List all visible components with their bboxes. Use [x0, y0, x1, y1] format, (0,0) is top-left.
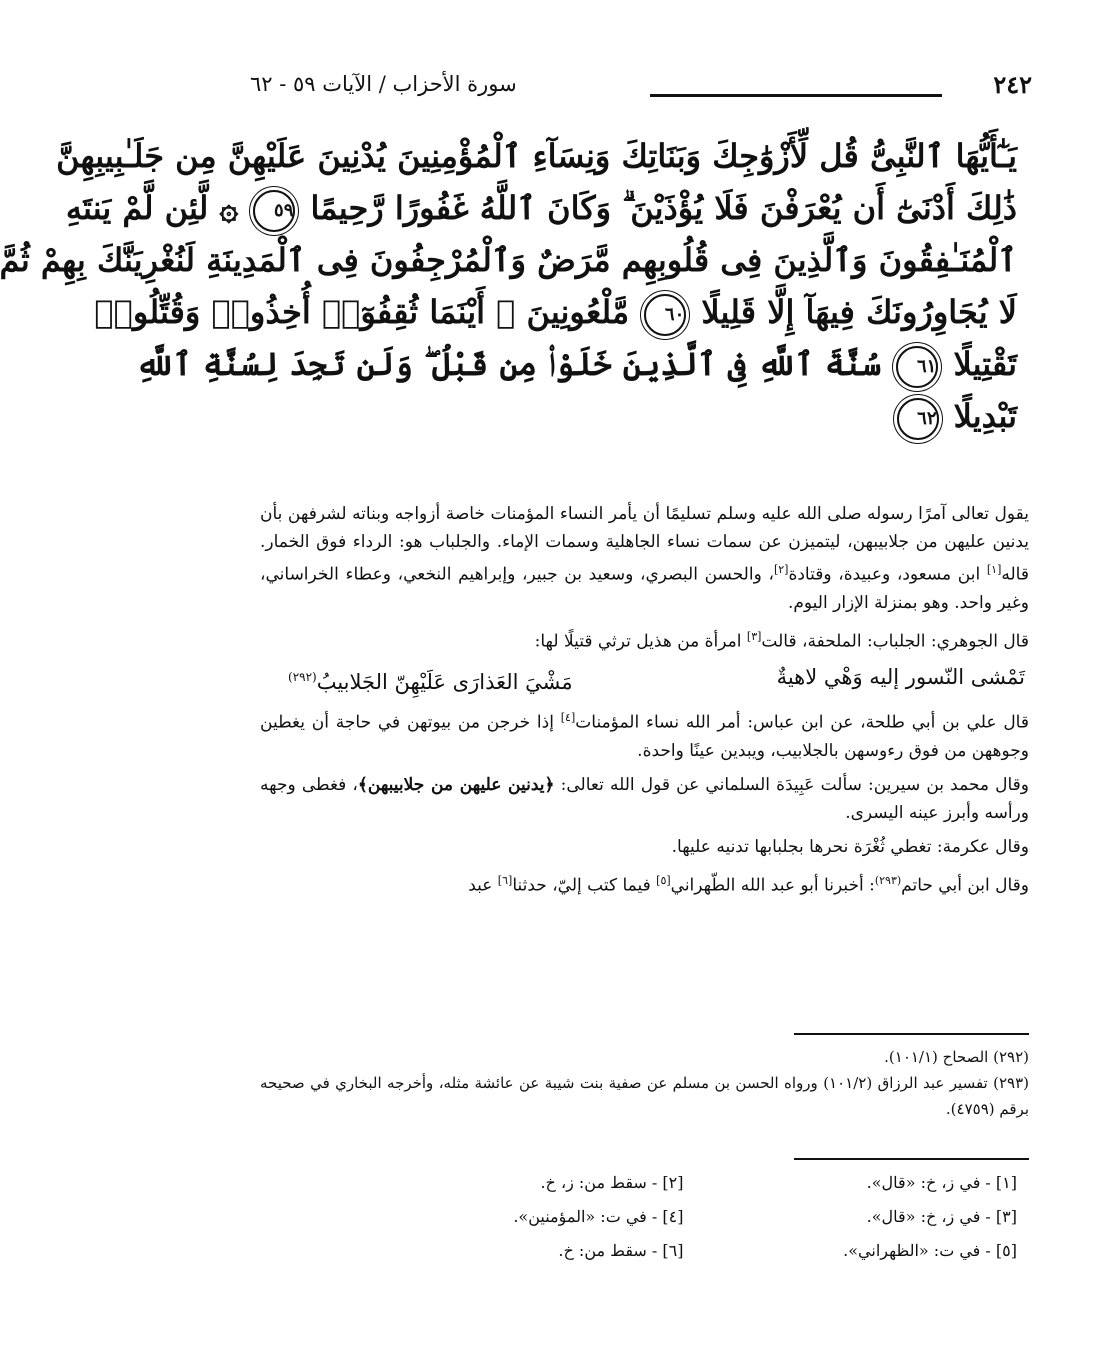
rub-el-hizb-icon: ۞	[219, 189, 239, 227]
variant-ref: [١]	[986, 563, 1002, 576]
manuscript-variants	[390, 1170, 1017, 1264]
footnote-ref: (٢٩٣)	[874, 873, 902, 887]
verse-line-6: تَبْدِيلًا ٦٢	[285, 390, 1017, 442]
variant-ref: [٣]	[746, 629, 762, 643]
variant-ref: [٥]	[656, 873, 671, 887]
variant-note: [٥] - في ت: «الظهراني».	[843, 1241, 1017, 1260]
variant-note: [٦] - سقط من: خ.	[558, 1241, 684, 1260]
paragraph-4: وقال محمد بن سيرين: سألت عَبِيدَة السلماني عن قول الله تعالى: ﴿يدنين عليهن من جلابيبهن﴾، فغطى وجهه ورأسه وأبرز عينه اليسرى.	[260, 774, 1030, 823]
verse-line-2: ذَٰلِكَ أَدْنَىٰٓ أَن يُعْرَفْنَ فَلَا يُؤْذَيْنَ ۗ وَكَانَ ٱللَّهُ غَفُورًا رَّحِيمًا ٥٩ ۞ لَّئِن لَّمْ يَنتَهِ	[285, 182, 1017, 234]
variant-note: [٢] - سقط من: ز، خ.	[540, 1173, 684, 1192]
ayah-number-62: ٦٢	[897, 398, 939, 440]
verse-line-3: ٱلْمُنَـٰفِقُونَ وَٱلَّذِينَ فِى قُلُوبِهِم مَّرَضٌ وَٱلْمُرْجِفُونَ فِى ٱلْمَدِينَةِ لَنُغْرِيَنَّكَ بِهِمْ ثُمَّ	[0, 241, 1017, 279]
paragraph-3: قال علي بن أبي طلحة، عن ابن عباس: أمر الله نساء المؤمنات[٤] إذا خرجن من بيوتهن في حاجة أن يغطين وجوههن من فوق رءوسهن بالجلابيب، ويبدين عينًا واحدة.	[260, 711, 1029, 761]
footnote-ref: (٢٩٢)	[288, 670, 317, 685]
variant-ref: [٢]	[773, 563, 789, 576]
poem-hemistich-left: مَشْيَ العَذارَى عَلَيْهِنّ الجَلابيبُ$^{(٢٩٢)}$	[288, 670, 573, 695]
verse-line-5: تَقْتِيلًا ٦١ سُنَّةَ ٱللَّهِ فِى ٱلَّذِينَ خَلَوْا۟ مِن قَبْلُ ۖ وَلَن تَجِدَ لِسُنَّةِ ٱللَّهِ	[285, 338, 1017, 390]
variant-note: [٤] - في ت: «المؤمنين».	[513, 1207, 684, 1226]
paragraph-1: يقول تعالى آمرًا رسوله صلى الله عليه وسلم تسليمًا أن يأمر النساء المؤمنات خاصة أزواجه وبناته لشرفهن بأن يدنين عليهن من جلابيبهن، ليتميزن عن سمات نساء الجاهلية وسمات الإماء. والجلباب هو: الرداء فوق الخمار. قاله[١] ابن مسعود، وعبيدة، وقتادة[٢]، والحسن البصري، وسعيد بن جبير، وإبراهيم النخعي، وعطاء الخراساني، وغير واحد. وهو بمنزلة الإزار اليوم.	[260, 504, 1029, 613]
variant-note: [١] - في ز، خ: «قال».	[866, 1173, 1017, 1192]
variant-ref: [٤]	[560, 711, 576, 725]
quran-quote: ﴿يدنين عليهن من جلابيبهن﴾	[357, 774, 555, 795]
paragraph-6: وقال ابن أبي حاتم$^{(٢٩٣)}$: أخبرنا أبو عبد الله الطّهراني[٥] فيما كتب إليّ، حدثنا[٦] عبد	[468, 873, 1029, 896]
quran-verses	[0, 130, 1017, 442]
verse-line-1: يَـٰٓأَيُّهَا ٱلنَّبِىُّ قُل لِّأَزْوَٰجِكَ وَبَنَاتِكَ وَنِسَآءِ ٱلْمُؤْمِنِينَ يُدْنِينَ عَلَيْهِنَّ مِن جَلَـٰبِيبِهِنَّ	[56, 137, 1017, 175]
variant-ref: [٦]	[497, 873, 513, 887]
poem-hemistich-right: تَمْشى النّسور إليه وَهْي لاهيةٌ	[776, 665, 1025, 690]
variants-divider	[794, 1158, 1029, 1160]
footnote-292: (٢٩٢) الصحاح (١٠١/١).	[884, 1048, 1029, 1066]
footnotes	[260, 1044, 1029, 1122]
commentary-text	[260, 500, 1029, 906]
verse-line-4: لَا يُجَاوِرُونَكَ فِيهَآ إِلَّا قَلِيلًا ٦٠ مَّلْعُونِينَ ۖ أَيْنَمَا ثُقِفُوٓا۟ أُخِذُوا۟ وَقُتِّلُوا۟	[285, 286, 1017, 338]
header-rule	[650, 94, 942, 97]
variant-note: [٣] - في ز، خ: «قال».	[866, 1207, 1017, 1226]
poem-verse	[260, 661, 1029, 698]
paragraph-2: قال الجوهري: الجلباب: الملحفة، قالت[٣] امرأة من هذيل ترثي قتيلًا لها:	[534, 629, 1029, 652]
ayah-number-61: ٦١	[896, 346, 938, 388]
ayah-number-60: ٦٠	[644, 294, 686, 336]
paragraph-5: وقال عكرمة: تغطي ثُغْرَة نحرها بجلبابها تدنيه عليها.	[671, 836, 1029, 857]
ayah-number-59: ٥٩	[253, 190, 295, 232]
page-number: ٢٤٢	[993, 70, 1032, 99]
surah-title: سورة الأحزاب / الآيات ٥٩ - ٦٢	[250, 72, 517, 96]
footnote-293: (٢٩٣) تفسير عبد الرزاق (١٠١/٢) ورواه الحسن بن مسلم عن صفية بنت شيبة عن عائشة مثله، وأخرجه البخاري في صحيحه برقم (٤٧٥٩).	[260, 1074, 1029, 1118]
page-header	[250, 66, 1032, 106]
footnote-divider	[794, 1033, 1029, 1035]
